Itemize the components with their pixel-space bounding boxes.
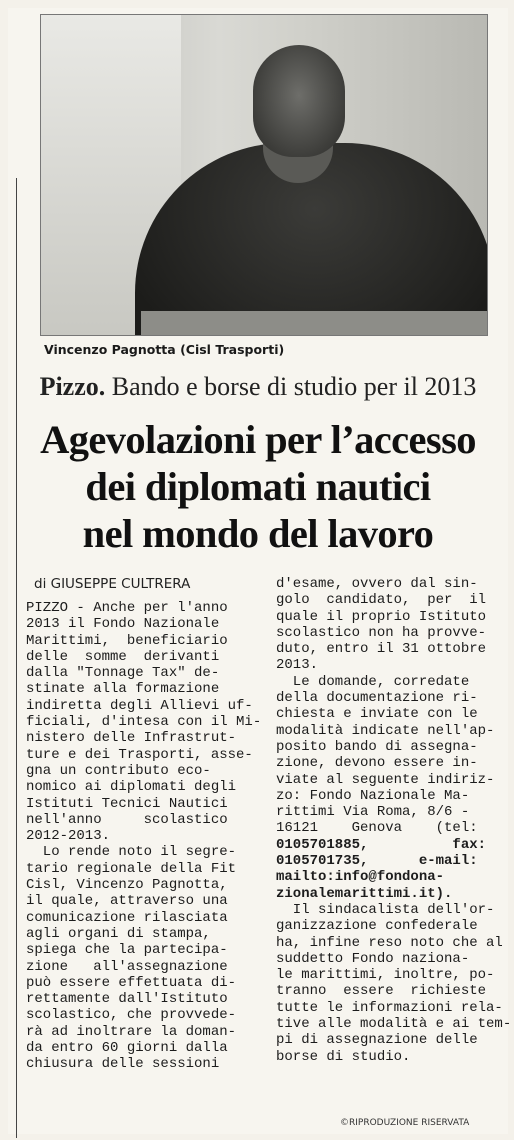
headline-line-1: Agevolazioni per l’accesso: [40, 417, 476, 462]
article-text-line: pi di assegnazione delle: [276, 1032, 478, 1049]
photo-person-head: [253, 45, 345, 157]
article-text-line: 16121 Genova (tel:: [276, 820, 478, 837]
article-text-line: mailto:info@fondona-: [276, 869, 445, 886]
article-text-line: zione, devono essere in-: [276, 755, 478, 772]
article-text-line: PIZZO - Anche per l'anno: [26, 600, 228, 616]
article-text-line: delle somme derivanti: [26, 648, 220, 665]
article-text-line: ture e dei Trasporti, asse-: [26, 746, 253, 763]
article-text-line: può essere effettuata di-: [26, 974, 237, 991]
article-text-line: Lo rende noto il segre-: [26, 844, 237, 861]
article-text-line: stinate alla formazione: [26, 681, 220, 698]
article-column-2: [276, 576, 512, 1065]
article-text-line: comunicazione rilasciata: [26, 909, 228, 926]
article-text-line: da entro 60 giorni dalla: [26, 1040, 228, 1057]
article-text-line: chiesta e inviate con le: [276, 706, 478, 723]
article-text-line: agli organi di stampa,: [26, 925, 211, 942]
article-text-line: ficiali, d'intesa con il Mi-: [26, 714, 262, 731]
article-text-line: Il sindacalista dell'or-: [276, 901, 495, 918]
article-text-line: 2013.: [276, 657, 319, 674]
article-text-line: viate al seguente indiriz-: [276, 771, 495, 788]
article-text-line: indiretta degli Allievi uf-: [26, 697, 253, 714]
article-text-line: rettamente dall'Istituto: [26, 991, 228, 1008]
article-text-line: nell'anno scolastico: [26, 811, 228, 828]
headline-line-2: dei diplomati nautici: [85, 464, 431, 509]
article-text-line: duto, entro il 31 ottobre: [276, 641, 487, 658]
article-text-line: Istituti Tecnici Nautici: [26, 795, 228, 812]
article-text-line: quale il proprio Istituto: [276, 608, 487, 625]
headline-line-3: nel mondo del lavoro: [82, 511, 434, 556]
article-text-line: tutte le informazioni rela-: [276, 999, 503, 1016]
article-text-line: Cisl, Vincenzo Pagnotta,: [26, 877, 228, 894]
article-text-line: ganizzazione confederale: [276, 918, 478, 935]
article-text-line: della documentazione ri-: [276, 690, 478, 707]
article-text-line: tranno essere richieste: [276, 983, 487, 1000]
article-text-line: 0105701885, fax:: [276, 836, 487, 853]
kicker-text: Bando e borse di studio per il 2013: [105, 372, 477, 401]
article-text-line: Marittimi, beneficiario: [26, 632, 228, 649]
article-text-line: modalità indicate nell'ap-: [276, 722, 495, 739]
photo-desk: [141, 311, 488, 336]
article-text-line: chiusura delle sessioni: [26, 1056, 220, 1073]
newspaper-clipping: [8, 8, 512, 1134]
article-text-line: borse di studio.: [276, 1048, 411, 1065]
left-column-rule: [16, 178, 17, 1138]
article-text-line: golo candidato, per il: [276, 592, 487, 609]
article-text-line: posito bando di assegna-: [276, 738, 478, 755]
article-text-line: suddetto Fondo naziona-: [276, 950, 470, 967]
article-text-line: nistero delle Infrastrut-: [26, 730, 237, 747]
copyright-notice: ©RIPRODUZIONE RISERVATA: [340, 1118, 470, 1128]
article-text-line: spiega che la partecipa-: [26, 942, 228, 959]
article-text-line: scolastico, che provvede-: [26, 1007, 237, 1024]
article-text-line: zionalemarittimi.it).: [276, 885, 453, 902]
article-text-line: gna un contributo eco-: [26, 762, 211, 779]
byline: di GIUSEPPE CULTRERA: [34, 576, 191, 592]
article-text-line: 2013 il Fondo Nazionale: [26, 616, 220, 633]
photo-caption: Vincenzo Pagnotta (Cisl Trasporti): [44, 342, 285, 357]
article-text-line: ha, infine reso noto che al: [276, 934, 503, 951]
article-text-line: zo: Fondo Nazionale Ma-: [276, 787, 470, 804]
kicker-place: Pizzo.: [39, 372, 106, 401]
article-text-line: tario regionale della Fit: [26, 860, 237, 877]
article-text-line: zione all'assegnazione: [26, 958, 228, 975]
article-text-line: d'esame, ovvero dal sin-: [276, 576, 478, 592]
article-text-line: il quale, attraverso una: [26, 893, 228, 910]
portrait-photo: [40, 14, 488, 336]
article-text-line: rittimi Via Roma, 8/6 -: [276, 804, 470, 821]
article-text-line: nomico ai diplomati degli: [26, 779, 237, 796]
article-text-line: 0105701735, e-mail:: [276, 853, 478, 870]
article-text-line: le marittimi, inoltre, po-: [276, 967, 495, 984]
article-text-line: scolastico non ha provve-: [276, 624, 487, 641]
article-text-line: 2012-2013.: [26, 828, 111, 845]
kicker: [8, 372, 508, 402]
headline: [8, 416, 508, 557]
article-column-1: [26, 600, 262, 1073]
article-text-line: rà ad inoltrare la doman-: [26, 1023, 237, 1040]
article-text-line: dalla "Tonnage Tax" de-: [26, 665, 220, 682]
article-text-line: Le domande, corredate: [276, 673, 470, 690]
article-text-line: tive alle modalità e ai tem-: [276, 1016, 512, 1033]
